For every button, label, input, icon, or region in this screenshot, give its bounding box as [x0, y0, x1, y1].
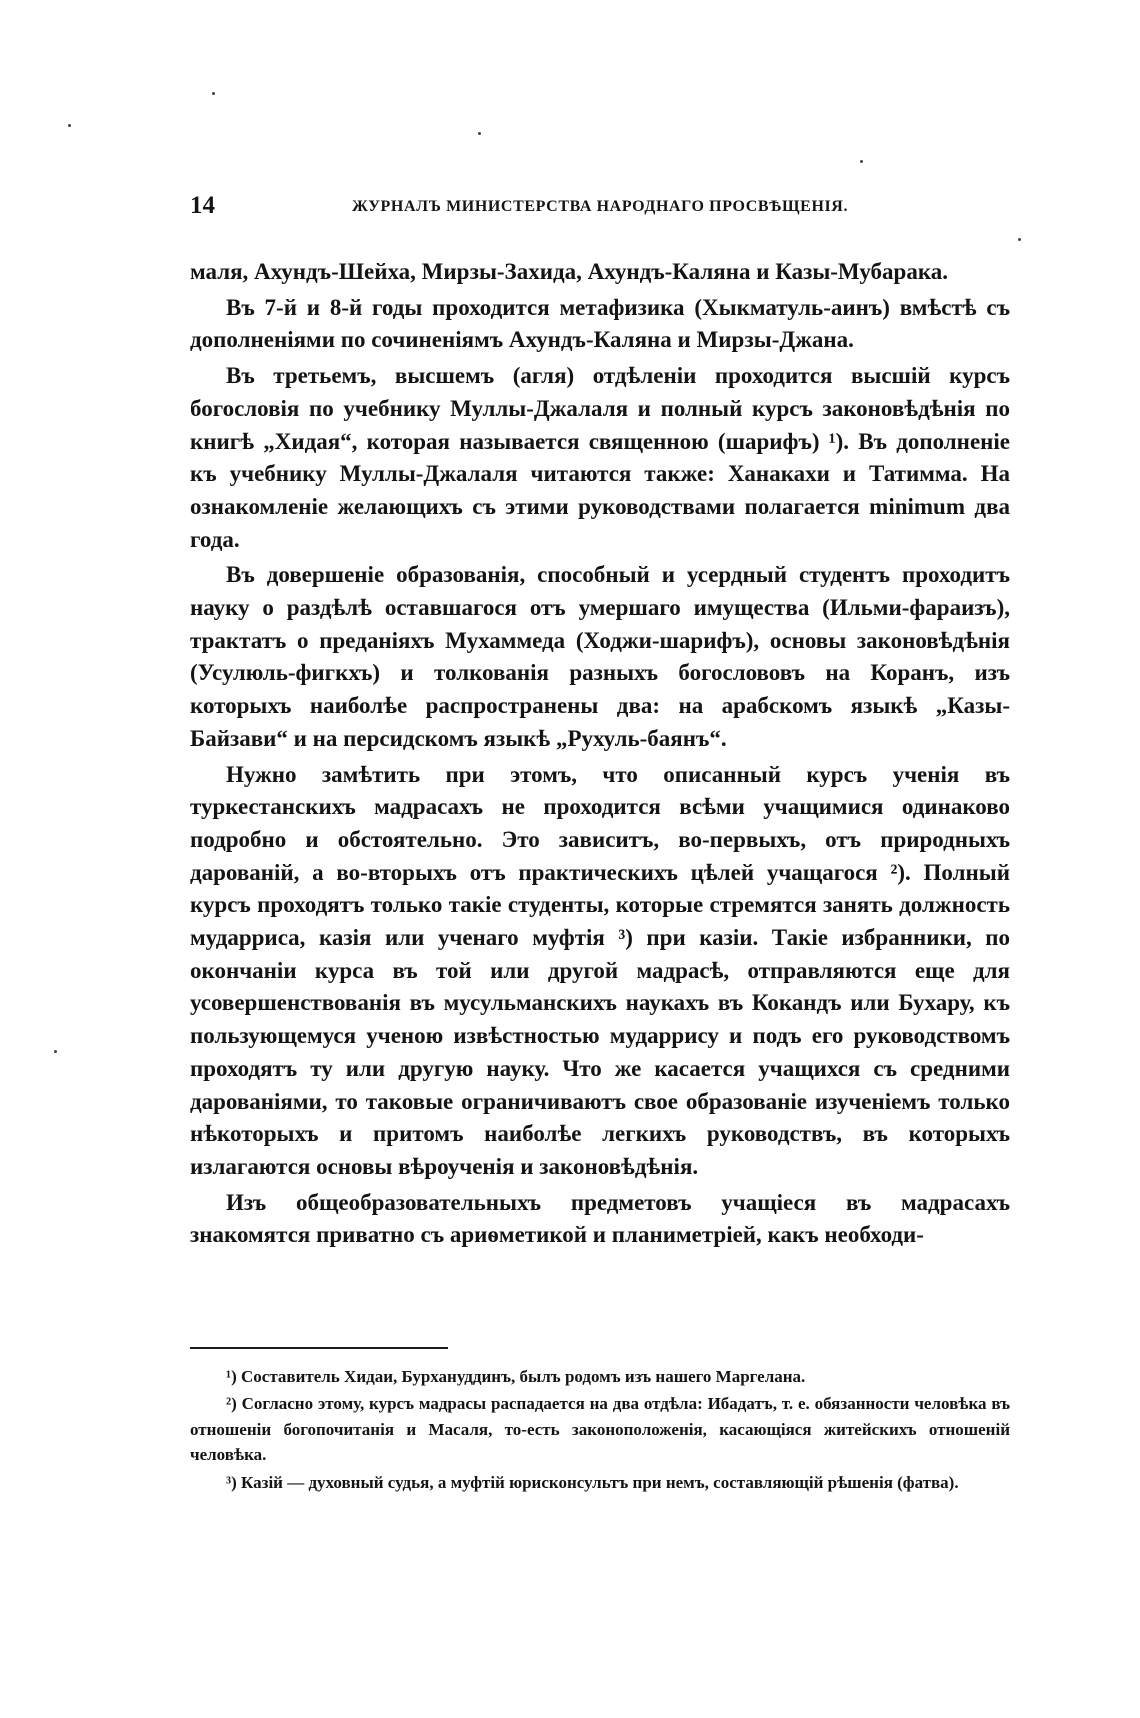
paragraph: Изъ общеобразовательныхъ предметовъ учащіеся въ мадрасахъ знакомятся приватно съ ариѳметикой и планиметріей, какъ необходи- [190, 1189, 1010, 1248]
paragraph: маля, Ахундъ-Шейха, Мирзы-Захида, Ахундъ-Каляна и Казы-Мубарака. [190, 259, 948, 284]
paper-speck [478, 132, 481, 135]
paragraph: Въ третьемъ, высшемъ (агля) отдѣленіи проходится высшій курсъ богословія по учебнику Муллы-Джалаля и полный курсъ законовѣдѣнія по книгѣ „Хидая“, которая называется священною (шарифъ) ¹). Въ дополненіе къ учебнику Муллы-Джалаля читаются также: Ханакахи и Татимма. На ознакомленіе желающихъ съ этими руководствами полагается minimum два года. [190, 363, 1010, 552]
paragraph: Нужно замѣтить при этомъ, что описанный курсъ ученія въ туркестанскихъ мадрасахъ не проходится всѣми учащимися одинаково подробно и обстоятельно. Это зависитъ, во-первыхъ, отъ природныхъ дарованій, а во-вторыхъ отъ практическихъ цѣлей учащагося ²). Полный курсъ проходятъ только такіе студенты, которые стремятся занять должность мударриса, казія или ученаго муфтія ³) при казіи. Такіе избранники, по окончаніи курса въ той или другой мадрасѣ, отправляются еще для усовершенствованія въ мусульманскихъ наукахъ въ Кокандъ или Бухару, къ пользующемуся ученою извѣстностью мударрису и подъ его руководствомъ проходятъ ту или другую науку. Что же касается учащихся съ средними дарованіями, то таковые ограничиваютъ свое образованіе изученіемъ только нѣкоторыхъ и притомъ наиболѣе легкихъ руководствъ, въ которыхъ излагаются основы вѣроученія и законовѣдѣнія. [190, 761, 1010, 1179]
body-text [190, 256, 1010, 1255]
paper-speck [212, 92, 215, 95]
paragraph: Въ довершеніе образованія, способный и усердный студентъ проходитъ науку о раздѣлѣ оставшагося отъ умершаго имущества (Ильми-фараизъ), трактатъ о преданіяхъ Мухаммеда (Ходжи-шарифъ), основы законовѣдѣнія (Усулюль-фигкхъ) и толкованія разныхъ богослововъ на Коранъ, изъ которыхъ наиболѣе распространены два: на арабскомъ языкѣ „Казы-Байзави“ и на персидскомъ языкѣ „Рухуль-баянъ“. [190, 562, 1010, 751]
paper-speck [54, 1050, 57, 1053]
footnote: ²) Согласно этому, курсъ мадрасы распадается на два отдѣла: Ибадатъ, т. е. обязанности человѣка въ отношеніи богопочитанія и Масаля, то-есть законоположенія, касающіяся житейскихъ отношеній человѣка. [190, 1394, 1010, 1465]
footnotes [190, 1364, 1010, 1497]
footnote: ³) Казій — духовный судья, а муфтій юрисконсультъ при немъ, составляющій рѣшенія (фатва). [226, 1472, 959, 1492]
paper-speck [860, 160, 863, 163]
footnote-divider [190, 1347, 448, 1349]
page-number: 14 [190, 192, 215, 219]
page-header [190, 192, 1030, 226]
paper-speck [68, 124, 71, 127]
paper-speck [1018, 238, 1021, 241]
footnote: ¹) Составитель Хидаи, Бурхануддинъ, былъ родомъ изъ нашего Маргелана. [226, 1367, 806, 1386]
paragraph: Въ 7-й и 8-й годы проходится метафизика (Хыкматуль-аинъ) вмѣстѣ съ дополненіями по сочиненіямъ Ахундъ-Каляна и Мирзы-Джана. [190, 294, 1010, 353]
running-title: ЖУРНАЛЪ МИНИСТЕРСТВА НАРОДНАГО ПРОСВѢЩЕНІЯ. [352, 198, 849, 215]
